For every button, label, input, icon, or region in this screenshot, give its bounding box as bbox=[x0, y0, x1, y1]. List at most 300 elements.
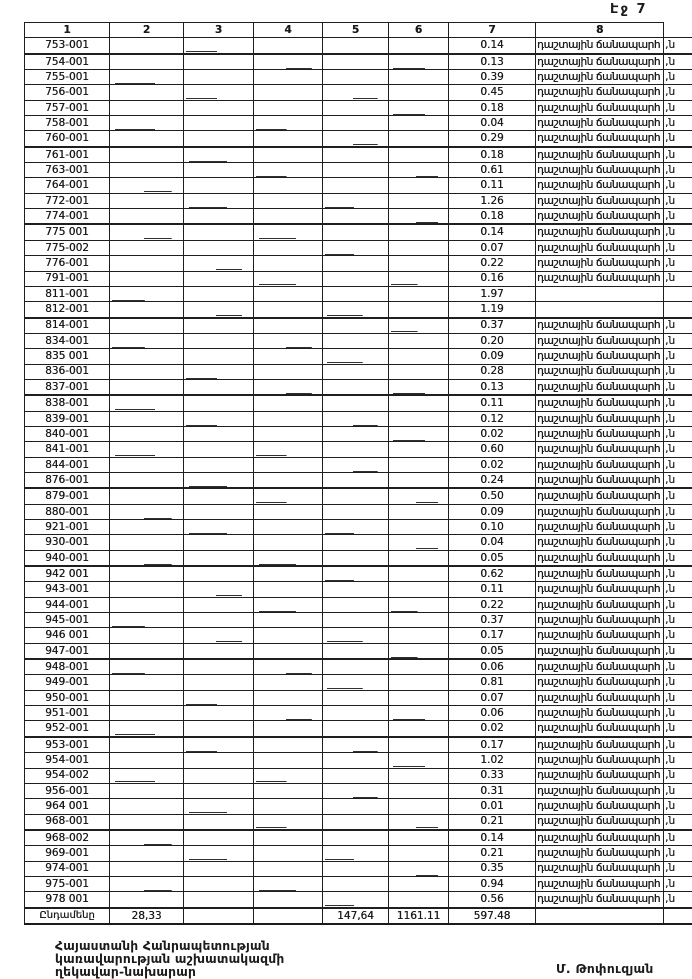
code-cell: 951-001 bbox=[25, 706, 110, 721]
empty-cell bbox=[389, 799, 449, 814]
table-row bbox=[25, 116, 692, 131]
empty-cell bbox=[254, 286, 323, 301]
road-type-cell: դաշտային ճանապարհ bbox=[536, 349, 664, 364]
empty-cell bbox=[254, 333, 323, 348]
road-type-cell: դաշտային ճանապարհ bbox=[536, 690, 664, 705]
empty-cell bbox=[254, 613, 323, 628]
value-cell: 0.20 bbox=[449, 333, 536, 348]
code-cell: 754-001 bbox=[25, 54, 110, 70]
road-type-cell: դաշտային ճանապարհ bbox=[536, 457, 664, 472]
empty-cell bbox=[254, 535, 323, 550]
empty-cell bbox=[184, 209, 254, 225]
empty-cell bbox=[389, 814, 449, 830]
empty-cell bbox=[323, 597, 389, 612]
edge-fragment: ,ն bbox=[664, 706, 692, 721]
road-type-cell: դաշտային ճանապարհ bbox=[536, 163, 664, 178]
empty-cell bbox=[323, 54, 389, 70]
edge-fragment: ,ն bbox=[664, 690, 692, 705]
empty-cell bbox=[110, 411, 184, 426]
empty-cell bbox=[254, 768, 323, 783]
empty-cell bbox=[323, 876, 389, 891]
empty-cell bbox=[110, 209, 184, 225]
empty-cell bbox=[184, 488, 254, 504]
code-cell: 814-001 bbox=[25, 318, 110, 334]
value-cell: 0.62 bbox=[449, 566, 536, 582]
edge-fragment bbox=[664, 286, 692, 301]
empty-cell bbox=[184, 783, 254, 798]
value-cell: 0.39 bbox=[449, 70, 536, 85]
code-cell: 946 001 bbox=[25, 628, 110, 643]
table-row bbox=[25, 472, 692, 488]
empty-cell bbox=[389, 85, 449, 100]
empty-cell bbox=[254, 379, 323, 395]
empty-cell bbox=[184, 85, 254, 100]
edge-fragment: ,ն bbox=[664, 163, 692, 178]
edge-fragment: ,ն bbox=[664, 768, 692, 783]
code-cell: 950-001 bbox=[25, 690, 110, 705]
empty-cell bbox=[389, 876, 449, 891]
table-row bbox=[25, 457, 692, 472]
edge-fragment: ,ն bbox=[664, 178, 692, 193]
empty-cell bbox=[389, 178, 449, 193]
empty-cell bbox=[110, 520, 184, 535]
empty-cell bbox=[184, 659, 254, 675]
empty-cell bbox=[389, 379, 449, 395]
empty-cell bbox=[254, 100, 323, 115]
code-cell: 775 001 bbox=[25, 224, 110, 240]
column-header: 8 bbox=[536, 23, 664, 38]
empty-cell bbox=[323, 131, 389, 147]
empty-cell bbox=[110, 193, 184, 208]
empty-cell bbox=[184, 504, 254, 519]
empty-cell bbox=[254, 209, 323, 225]
empty-cell bbox=[323, 861, 389, 876]
code-cell: 837-001 bbox=[25, 379, 110, 395]
road-type-cell: դաշտային ճանապարհ bbox=[536, 224, 664, 240]
empty-cell bbox=[110, 597, 184, 612]
empty-cell bbox=[254, 224, 323, 240]
edge-fragment: ,ն bbox=[664, 721, 692, 737]
empty-cell bbox=[323, 488, 389, 504]
code-cell: 953-001 bbox=[25, 737, 110, 753]
footer-line-3: ղեկավար-նախարար bbox=[55, 964, 197, 979]
edge-fragment: ,ն bbox=[664, 131, 692, 147]
empty-cell bbox=[110, 659, 184, 675]
road-type-cell: դաշտային ճանապարհ bbox=[536, 566, 664, 582]
code-cell: 776-001 bbox=[25, 256, 110, 271]
empty-cell bbox=[110, 892, 184, 908]
empty-cell bbox=[323, 38, 389, 54]
value-cell: 0.06 bbox=[449, 706, 536, 721]
edge-fragment: ,ն bbox=[664, 876, 692, 891]
empty-cell bbox=[323, 706, 389, 721]
empty-cell bbox=[184, 411, 254, 426]
empty-cell bbox=[184, 737, 254, 753]
empty-cell bbox=[110, 721, 184, 737]
edge-fragment: ,ն bbox=[664, 54, 692, 70]
empty-cell bbox=[110, 488, 184, 504]
edge-fragment: ,ն bbox=[664, 488, 692, 504]
code-cell: 774-001 bbox=[25, 209, 110, 225]
empty-cell bbox=[110, 628, 184, 643]
value-cell: 0.31 bbox=[449, 783, 536, 798]
empty-cell bbox=[389, 271, 449, 286]
empty-cell bbox=[110, 256, 184, 271]
empty-cell bbox=[389, 163, 449, 178]
code-cell: 761-001 bbox=[25, 147, 110, 163]
table-row bbox=[25, 364, 692, 379]
edge-fragment: ,ն bbox=[664, 535, 692, 550]
code-cell: 835 001 bbox=[25, 349, 110, 364]
empty-cell bbox=[389, 535, 449, 550]
column-header: 1 bbox=[25, 23, 110, 38]
value-cell: 0.11 bbox=[449, 395, 536, 411]
empty-cell bbox=[389, 54, 449, 70]
table-row bbox=[25, 830, 692, 846]
edge-fragment: ,ն bbox=[664, 116, 692, 131]
table-row bbox=[25, 318, 692, 334]
code-cell: 944-001 bbox=[25, 597, 110, 612]
code-cell: 969-001 bbox=[25, 846, 110, 861]
road-type-cell: դաշտային ճանապարհ bbox=[536, 659, 664, 675]
empty-cell bbox=[110, 240, 184, 255]
table-row bbox=[25, 768, 692, 783]
empty-cell bbox=[110, 70, 184, 85]
empty-cell bbox=[110, 846, 184, 861]
empty-cell bbox=[389, 488, 449, 504]
value-cell: 0.56 bbox=[449, 892, 536, 908]
empty-cell bbox=[110, 675, 184, 690]
empty-cell bbox=[110, 116, 184, 131]
empty-cell bbox=[184, 628, 254, 643]
road-type-cell bbox=[536, 302, 664, 318]
empty-cell bbox=[184, 597, 254, 612]
empty-cell bbox=[323, 504, 389, 519]
empty-cell bbox=[389, 753, 449, 768]
empty-cell bbox=[184, 550, 254, 566]
code-cell: 841-001 bbox=[25, 442, 110, 457]
road-type-cell: դաշտային ճանապարհ bbox=[536, 240, 664, 255]
code-cell: 764-001 bbox=[25, 178, 110, 193]
road-type-cell: դաշտային ճանապարհ bbox=[536, 426, 664, 441]
empty-cell bbox=[389, 302, 449, 318]
edge-fragment: ,ն bbox=[664, 830, 692, 846]
edge-fragment: ,ն bbox=[664, 846, 692, 861]
empty-cell bbox=[184, 147, 254, 163]
empty-cell bbox=[389, 768, 449, 783]
empty-cell bbox=[184, 38, 254, 54]
empty-cell bbox=[110, 131, 184, 147]
value-cell: 0.29 bbox=[449, 131, 536, 147]
empty-cell bbox=[389, 846, 449, 861]
road-type-cell: դաշտային ճանապարհ bbox=[536, 721, 664, 737]
footer-line-2: կառավարության աշխատակազմի bbox=[55, 951, 285, 966]
table-row bbox=[25, 892, 692, 908]
table-row bbox=[25, 302, 692, 318]
table-row bbox=[25, 706, 692, 721]
road-type-cell: դաշտային ճանապարհ bbox=[536, 70, 664, 85]
empty-cell bbox=[254, 38, 323, 54]
edge-fragment: ,ն bbox=[664, 85, 692, 100]
road-type-cell: դաշտային ճանապարհ bbox=[536, 271, 664, 286]
code-cell: 880-001 bbox=[25, 504, 110, 519]
empty-cell bbox=[389, 70, 449, 85]
empty-cell bbox=[184, 256, 254, 271]
empty-cell bbox=[184, 271, 254, 286]
edge-fragment: ,ն bbox=[664, 100, 692, 115]
road-type-cell: դաշտային ճանապարհ bbox=[536, 38, 664, 54]
empty-cell bbox=[110, 753, 184, 768]
empty-cell bbox=[323, 349, 389, 364]
empty-cell bbox=[323, 582, 389, 597]
empty-cell bbox=[254, 846, 323, 861]
empty-cell bbox=[323, 193, 389, 208]
empty-cell bbox=[254, 488, 323, 504]
empty-cell bbox=[110, 830, 184, 846]
code-cell: 954-002 bbox=[25, 768, 110, 783]
empty-cell bbox=[323, 721, 389, 737]
road-type-cell: դաշտային ճանապարհ bbox=[536, 364, 664, 379]
value-cell: 0.04 bbox=[449, 116, 536, 131]
value-cell: 0.09 bbox=[449, 349, 536, 364]
value-cell: 0.94 bbox=[449, 876, 536, 891]
edge-fragment: ,ն bbox=[664, 814, 692, 830]
table-row bbox=[25, 876, 692, 891]
empty-cell bbox=[323, 395, 389, 411]
edge-fragment: ,ն bbox=[664, 271, 692, 286]
code-cell: 834-001 bbox=[25, 333, 110, 348]
empty-cell bbox=[323, 737, 389, 753]
empty-cell bbox=[389, 690, 449, 705]
value-cell: 1.97 bbox=[449, 286, 536, 301]
empty-cell bbox=[254, 70, 323, 85]
total-col2: 28,33 bbox=[110, 908, 184, 924]
code-cell: 978 001 bbox=[25, 892, 110, 908]
empty-cell bbox=[389, 147, 449, 163]
empty-cell bbox=[184, 706, 254, 721]
empty-cell bbox=[254, 193, 323, 208]
value-cell: 0.11 bbox=[449, 178, 536, 193]
empty-cell bbox=[323, 675, 389, 690]
empty-cell bbox=[184, 690, 254, 705]
empty-cell bbox=[323, 178, 389, 193]
table-row bbox=[25, 737, 692, 753]
empty-cell bbox=[110, 876, 184, 891]
road-type-cell: դաշտային ճանապարհ bbox=[536, 209, 664, 225]
empty-cell bbox=[254, 411, 323, 426]
value-cell: 0.33 bbox=[449, 768, 536, 783]
empty-cell bbox=[323, 783, 389, 798]
code-cell: 755-001 bbox=[25, 70, 110, 85]
empty-cell bbox=[254, 85, 323, 100]
empty-cell bbox=[323, 100, 389, 115]
empty-cell bbox=[254, 131, 323, 147]
road-type-cell: դաշտային ճանապարհ bbox=[536, 768, 664, 783]
empty-cell bbox=[389, 721, 449, 737]
empty-cell bbox=[184, 54, 254, 70]
table-row bbox=[25, 504, 692, 519]
empty-cell bbox=[254, 690, 323, 705]
code-cell: 838-001 bbox=[25, 395, 110, 411]
value-cell: 0.60 bbox=[449, 442, 536, 457]
edge-fragment: ,ն bbox=[664, 504, 692, 519]
empty-cell bbox=[254, 566, 323, 582]
empty-cell bbox=[184, 768, 254, 783]
empty-cell bbox=[184, 892, 254, 908]
empty-cell bbox=[323, 550, 389, 566]
empty-cell bbox=[254, 550, 323, 566]
value-cell: 0.35 bbox=[449, 861, 536, 876]
empty-cell bbox=[389, 737, 449, 753]
empty-cell bbox=[389, 783, 449, 798]
road-type-cell: դաշտային ճանապարհ bbox=[536, 504, 664, 519]
empty-cell bbox=[323, 333, 389, 348]
edge-fragment: ,ն bbox=[664, 520, 692, 535]
road-type-cell: դաշտային ճանապարհ bbox=[536, 116, 664, 131]
empty-cell bbox=[184, 163, 254, 178]
empty-cell bbox=[184, 675, 254, 690]
edge-fragment: ,ն bbox=[664, 566, 692, 582]
road-type-cell: դաշտային ճանապարհ bbox=[536, 753, 664, 768]
edge-fragment: ,ն bbox=[664, 737, 692, 753]
value-cell: 0.02 bbox=[449, 721, 536, 737]
column-header: 6 bbox=[389, 23, 449, 38]
code-cell: 760-001 bbox=[25, 131, 110, 147]
value-cell: 0.09 bbox=[449, 504, 536, 519]
empty-cell bbox=[184, 861, 254, 876]
empty-cell bbox=[323, 830, 389, 846]
empty-cell bbox=[110, 395, 184, 411]
empty-cell bbox=[254, 116, 323, 131]
empty-cell bbox=[323, 318, 389, 334]
table-row bbox=[25, 286, 692, 301]
empty-cell bbox=[323, 442, 389, 457]
empty-cell bbox=[323, 846, 389, 861]
empty-cell bbox=[110, 613, 184, 628]
empty-cell bbox=[110, 706, 184, 721]
edge-fragment: ,ն bbox=[664, 224, 692, 240]
code-cell: 945-001 bbox=[25, 613, 110, 628]
code-cell: 844-001 bbox=[25, 457, 110, 472]
empty-cell bbox=[110, 582, 184, 597]
edge-fragment: ,ն bbox=[664, 379, 692, 395]
empty-cell bbox=[110, 54, 184, 70]
empty-cell bbox=[254, 830, 323, 846]
table-row bbox=[25, 442, 692, 457]
table-row bbox=[25, 85, 692, 100]
value-cell: 0.05 bbox=[449, 550, 536, 566]
empty-cell bbox=[184, 814, 254, 830]
empty-cell bbox=[323, 690, 389, 705]
empty-cell bbox=[389, 333, 449, 348]
empty-cell bbox=[323, 116, 389, 131]
empty-cell bbox=[254, 147, 323, 163]
road-type-cell: դաշտային ճանապարհ bbox=[536, 411, 664, 426]
table-body bbox=[25, 38, 692, 924]
empty-cell bbox=[536, 908, 664, 924]
table-row bbox=[25, 721, 692, 737]
value-cell: 0.21 bbox=[449, 846, 536, 861]
value-cell: 0.04 bbox=[449, 535, 536, 550]
road-type-cell: դաշտային ճանապարհ bbox=[536, 85, 664, 100]
code-cell: 956-001 bbox=[25, 783, 110, 798]
value-cell: 0.22 bbox=[449, 597, 536, 612]
empty-cell bbox=[323, 379, 389, 395]
empty-cell bbox=[184, 333, 254, 348]
edge-fragment: ,ն bbox=[664, 193, 692, 208]
empty-cell bbox=[389, 566, 449, 582]
table-row bbox=[25, 209, 692, 225]
edge-fragment: ,ն bbox=[664, 753, 692, 768]
table-row bbox=[25, 411, 692, 426]
empty-cell bbox=[110, 302, 184, 318]
empty-cell bbox=[254, 721, 323, 737]
table-row bbox=[25, 659, 692, 675]
edge-fragment: ,ն bbox=[664, 209, 692, 225]
table-row bbox=[25, 426, 692, 441]
empty-cell bbox=[389, 426, 449, 441]
table-row bbox=[25, 550, 692, 566]
edge-fragment: ,ն bbox=[664, 472, 692, 488]
edge-fragment: ,ն bbox=[664, 675, 692, 690]
value-cell: 0.05 bbox=[449, 643, 536, 659]
road-type-cell: դաշտային ճանապարհ bbox=[536, 550, 664, 566]
empty-cell bbox=[254, 271, 323, 286]
data-table bbox=[24, 22, 692, 925]
table-row bbox=[25, 690, 692, 705]
empty-cell bbox=[184, 240, 254, 255]
empty-cell bbox=[323, 256, 389, 271]
empty-cell bbox=[184, 520, 254, 535]
value-cell: 0.37 bbox=[449, 318, 536, 334]
empty-cell bbox=[110, 799, 184, 814]
empty-cell bbox=[389, 613, 449, 628]
code-cell: 940-001 bbox=[25, 550, 110, 566]
edge-fragment: ,ն bbox=[664, 411, 692, 426]
empty-cell bbox=[389, 582, 449, 597]
empty-cell bbox=[254, 876, 323, 891]
empty-cell bbox=[389, 131, 449, 147]
empty-cell bbox=[323, 209, 389, 225]
table-row bbox=[25, 814, 692, 830]
code-cell: 952-001 bbox=[25, 721, 110, 737]
value-cell: 0.24 bbox=[449, 472, 536, 488]
road-type-cell: դաշտային ճանապարհ bbox=[536, 100, 664, 115]
empty-cell bbox=[110, 643, 184, 659]
empty-cell bbox=[323, 224, 389, 240]
empty-cell bbox=[389, 395, 449, 411]
empty-cell bbox=[389, 209, 449, 225]
empty-cell bbox=[389, 675, 449, 690]
empty-cell bbox=[323, 364, 389, 379]
empty-cell bbox=[323, 457, 389, 472]
table-row bbox=[25, 193, 692, 208]
column-header: 5 bbox=[323, 23, 389, 38]
empty-cell bbox=[110, 442, 184, 457]
code-cell: 921-001 bbox=[25, 520, 110, 535]
empty-cell bbox=[389, 892, 449, 908]
road-type-cell: դաշտային ճանապարհ bbox=[536, 643, 664, 659]
road-type-cell: դաշտային ճանապարհ bbox=[536, 783, 664, 798]
empty-cell bbox=[110, 426, 184, 441]
edge-margin bbox=[664, 23, 692, 38]
empty-cell bbox=[184, 753, 254, 768]
empty-cell bbox=[184, 100, 254, 115]
road-type-cell: դաշտային ճանապարհ bbox=[536, 488, 664, 504]
code-cell: 942 001 bbox=[25, 566, 110, 582]
table-row bbox=[25, 613, 692, 628]
code-cell: 974-001 bbox=[25, 861, 110, 876]
